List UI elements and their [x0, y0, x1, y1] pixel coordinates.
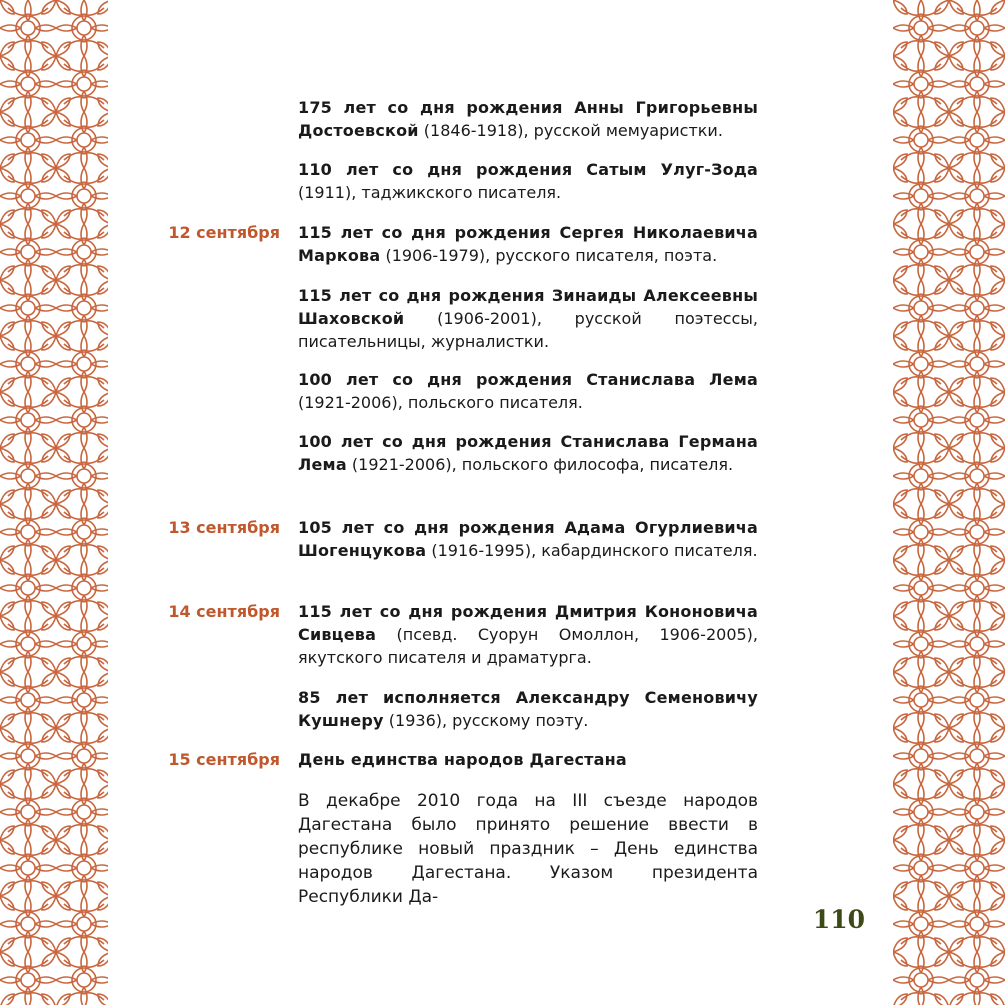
calendar-entry — [298, 368, 758, 414]
entry-description: (1906-1979), русского писателя, поэта. — [380, 246, 718, 265]
entry-date: 12 сентября — [168, 223, 280, 242]
entry-title: 100 лет со дня рождения Станислава Германа Лема — [298, 432, 758, 474]
entry-text — [298, 284, 758, 353]
entry-description: (1916-1995), кабардинского писателя. — [426, 541, 758, 560]
entry-description: (1921-2006), польского писателя. — [298, 393, 583, 412]
calendar-entry — [298, 748, 758, 771]
entry-text — [298, 686, 758, 732]
entry-text — [298, 789, 758, 909]
entry-description: (1921-2006), польского философа, писателя. — [346, 455, 734, 474]
entry-text — [298, 748, 758, 771]
entry-text — [298, 96, 758, 142]
entry-date: 15 сентября — [168, 750, 280, 769]
entry-description: (1911), таджикского писателя. — [298, 183, 562, 202]
entry-description: (1936), русскому поэту. — [383, 711, 589, 730]
entry-title: 115 лет со дня рождения Зинаиды Алексеевны Шаховской — [298, 286, 758, 328]
calendar-entry — [298, 284, 758, 353]
calendar-entry — [298, 221, 758, 267]
calendar-entry — [298, 430, 758, 476]
entry-title: День единства народов Дагестана — [298, 750, 627, 769]
entry-description: (псевд. Суорун Омоллон, 1906-2005), якутского писателя и драматурга. — [298, 625, 758, 667]
calendar-entry — [298, 686, 758, 732]
entry-description: (1906-2001), русской поэтессы, писательницы, журналистки. — [298, 309, 758, 351]
calendar-entry — [298, 600, 758, 669]
entry-title: 85 лет исполняется Александру Семеновичу Кушнеру — [298, 688, 758, 730]
entry-date: 14 сентября — [168, 602, 280, 621]
entry-title: 100 лет со дня рождения Станислава Лема — [298, 370, 758, 389]
entry-text — [298, 158, 758, 204]
calendar-entry — [298, 158, 758, 204]
entry-title: 105 лет со дня рождения Адама Огурлиевича Шогенцукова — [298, 518, 758, 560]
entry-text — [298, 430, 758, 476]
calendar-entry — [298, 96, 758, 142]
entry-title: 110 лет со дня рождения Сатым Улуг-Зода — [298, 160, 758, 179]
calendar-entry — [298, 516, 758, 562]
page-number: 110 — [812, 905, 865, 934]
entry-text — [298, 600, 758, 669]
entry-title: 115 лет со дня рождения Сергея Николаевича Маркова — [298, 223, 758, 265]
entry-text — [298, 221, 758, 267]
entry-text — [298, 368, 758, 414]
calendar-entry — [298, 789, 758, 909]
entry-text — [298, 516, 758, 562]
entry-title: 175 лет со дня рождения Анны Григорьевны Достоевской — [298, 98, 758, 140]
entry-title: 115 лет со дня рождения Дмитрия Кононовича Сивцева — [298, 602, 758, 644]
entry-description: (1846-1918), русской мемуаристки. — [418, 121, 723, 140]
entry-date: 13 сентября — [168, 518, 280, 537]
entry-description: В декабре 2010 года на III съезде народов Дагестана было принято решение ввести в республике новый праздник – День единства народов Дагестана. Указом президента Республики Да- — [298, 791, 758, 907]
